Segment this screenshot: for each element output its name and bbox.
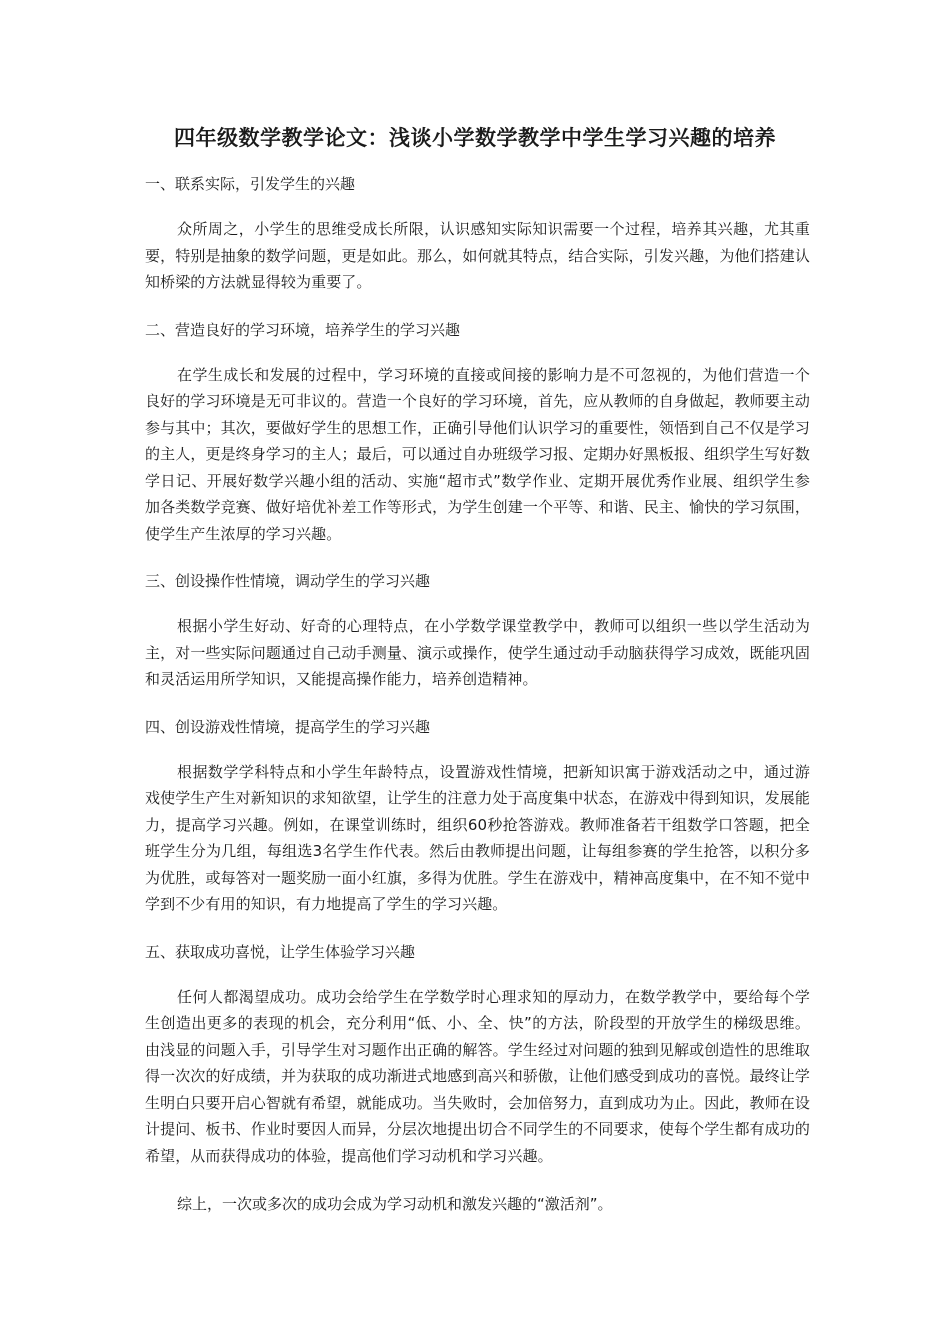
section-heading: 一、联系实际，引发学生的兴趣	[145, 175, 356, 193]
section-paragraph: 根据小学生好动、好奇的心理特点，在小学数学课堂教学中，教师可以组织一些以学生活动为主，对一些实际问题通过自己动手测量、演示或操作，使学生通过动手动脑获得学习成效，既能巩固和灵活运用所学知识，又能提高操作能力，培养创造精神。	[145, 617, 810, 688]
section-5	[145, 940, 810, 1170]
section-heading: 二、营造良好的学习环境，培养学生的学习兴趣	[145, 320, 461, 339]
section-2	[145, 318, 810, 548]
document-body	[145, 172, 810, 1218]
section-paragraph: 众所周之，小学生的思维受成长所限，认识感知实际知识需要一个过程，培养其兴趣，尤其重要，特别是抽象的数学问题，更是如此。那么，如何就其特点，结合实际，引发兴趣，为他们搭建认知桥梁的方法就显得较为重要了。	[145, 220, 810, 291]
section-heading: 五、获取成功喜悦，让学生体验学习兴趣	[145, 942, 416, 961]
section-4	[145, 715, 810, 918]
section-heading: 三、创设操作性情境，调动学生的学习兴趣	[145, 572, 431, 590]
section-paragraph: 在学生成长和发展的过程中，学习环境的直接或间接的影响力是不可忽视的，为他们营造一个良好的学习环境是无可非议的。营造一个良好的学习环境，首先，应从教师的自身做起，教师要主动参与其中；其次，要做好学生的思想工作，正确引导他们认识学习的重要性，领悟到自己不仅是学习的主人，更是终身学习的主人；最后，可以通过自办班级学习报、定期办好黑板报、组织学生写好数学日记、开展好数学兴趣小组的活动、实施“超市式”数学作业、定期开展优秀作业展、组织学生参加各类数学竞赛、做好培优补差工作等形式，为学生创建一个平等、和谐、民主、愉快的学习氛围，使学生产生浓厚的学习兴趣。	[145, 365, 810, 543]
document-title: 四年级数学教学论文：浅谈小学数学教学中学生学习兴趣的培养	[174, 126, 776, 150]
section-paragraph: 任何人都渴望成功。成功会给学生在学数学时心理求知的厚动力，在数学教学中，要给每个学生创造出更多的表现的机会，充分利用“低、小、全、快”的方法，阶段型的开放学生的梯级思维。由浅显的问题入手，引导学生对习题作出正确的解答。学生经过对问题的独到见解或创造性的思维取得一次次的好成绩，并为获取的成功渐进式地感到高兴和骄傲，让他们感受到成功的喜悦。最终让学生明白只要开启心智就有希望，就能成功。当失败时，会加倍努力，直到成功为止。因此，教师在设计提问、板书、作业时要因人而异，分层次地提出切合不同学生的不同要求，使每个学生都有成功的希望，从而获得成功的体验，提高他们学习动机和学习兴趣。	[145, 987, 810, 1165]
conclusion-paragraph: 综上，一次或多次的成功会成为学习动机和激发兴趣的“激活剂”。	[177, 1195, 613, 1213]
section-1	[145, 172, 810, 296]
section-paragraph: 根据数学学科特点和小学生年龄特点，设置游戏性情境，把新知识寓于游戏活动之中，通过游戏使学生产生对新知识的求知欲望，让学生的注意力处于高度集中状态，在游戏中得到知识，发展能力，提高学习兴趣。例如，在课堂训练时，组织60秒抢答游戏。教师准备若干组数学口答题，把全班学生分为几组，每组选3名学生作代表。然后由教师提出问题，让每组参赛的学生抢答，以积分多为优胜，或每答对一题奖励一面小红旗，多得为优胜。学生在游戏中，精神高度集中，在不知不觉中学到不少有用的知识，有力地提高了学生的学习兴趣。	[145, 762, 810, 913]
section-3	[145, 569, 810, 693]
section-heading: 四、创设游戏性情境，提高学生的学习兴趣	[145, 717, 431, 736]
